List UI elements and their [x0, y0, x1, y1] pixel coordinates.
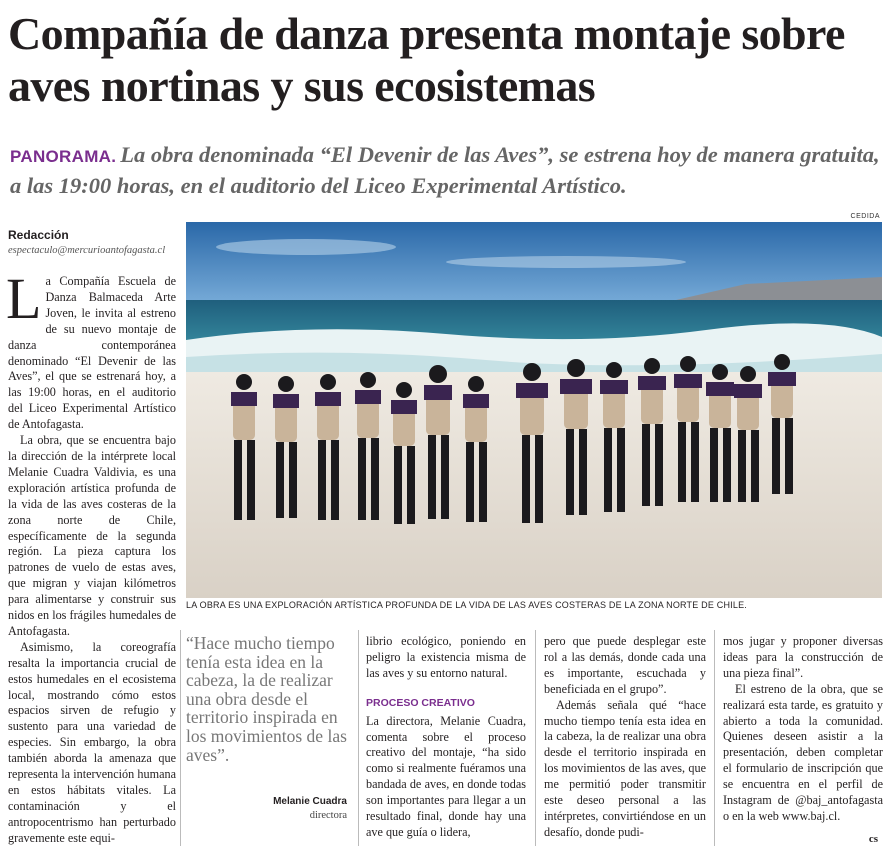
paragraph: La obra, que se encuentra bajo la dirección de la intérprete local Melanie Cuadra Valdivia, es una exploración artística profunda de la vida de las aves costeras de la zona norte de Chile, específicamente de la segunda región. La pieza captura los patrones de vuelo de estas aves, que migran y viajan kilómetros para alimentarse y construir sus nidos en los frágiles humedales de Antofagasta. [8, 433, 176, 638]
paragraph: La directora, Melanie Cuadra, comenta sobre el proceso creativo del montaje, “ha sido como si realmente fuéramos una bandada de aves, en donde todas son importantes para llegar a un resultado final, donde hay una ave que guía o lidera, [366, 713, 526, 839]
column-divider [180, 630, 181, 846]
paragraph: El estreno de la obra, que se realizará esta tarde, es gratuito y abierto a toda la comunidad. Quienes deseen asistir a la presentación, deben completar el formulario de inscripción que se encuentra en el perfil de Instagram de @baj_antofagasta o en la web www.baj.cl. [723, 681, 883, 823]
paragraph: Asimismo, la coreografía resalta la importancia crucial de estos humedales en el ecosistema local, mostrando cómo estos espacios sirven de refugio y sustento para una variedad de especies. Sin embargo, la obra también aborda la amenaza que representa la intervención humana en estos hábitats vitales. La contaminación y el antropocentrismo han perturbado gravemente este equi- [8, 639, 176, 845]
headline: Compañía de danza presenta montaje sobre aves nortinas y sus ecosistemas [8, 8, 845, 111]
paragraph: Además señala qué “hace mucho tiempo tenía esta idea en la cabeza, la de realizar una obra desde el territorio inspirada en los movimientos de las aves, que me permitió poder transmitir este deseo personal a las intérpretes, convirtiéndose en un desafío, donde pudi- [544, 697, 706, 839]
article-photo [186, 222, 882, 598]
author-email[interactable]: espectaculo@mercurioantofagasta.cl [8, 245, 166, 256]
paragraph: librio ecológico, poniendo en peligro la existencia misma de las aves y su entorno natural. [366, 634, 526, 680]
photo-credit: CEDIDA [850, 213, 880, 220]
paragraph: pero que puede desplegar este rol a las demás, donde cada una es importante, escuchada y beneficiada en el grupo”. [544, 634, 706, 696]
photo-caption: LA OBRA ES UNA EXPLORACIÓN ARTÍSTICA PROFUNDA DE LA VIDA DE LAS AVES COSTERAS DE LA ZONA NORTE DE CHILE. [186, 600, 747, 610]
column-divider [358, 630, 359, 846]
article-column-5 [723, 634, 883, 825]
article-column-4 [544, 634, 706, 841]
byline: Redacción [8, 228, 69, 242]
deck-text: La obra denominada “El Devenir de las Aves”, se estrena hoy de manera gratuita, a las 19:00 horas, en el auditorio del Liceo Experimental Artístico. [10, 142, 880, 198]
paragraph: mos jugar y proponer diversas ideas para la construcción de una pieza final”. [723, 634, 883, 680]
article-column-1 [6, 266, 176, 847]
article-column-3 [366, 634, 526, 841]
section-kicker: PANORAMA. [10, 147, 117, 166]
deck [10, 140, 882, 200]
paragraph: a Compañía Escuela de Danza Balmaceda Arte Joven, le invita al estreno de su nuevo montaje de danza contemporánea denominado “El Devenir de las Aves”, el que se estrenará hoy, a las 19:00 horas, en el auditorio del Liceo Experimental Artístico de Antofagasta. [8, 274, 176, 432]
column-divider [535, 630, 536, 846]
quote-author: Melanie Cuadra [273, 796, 347, 807]
subhead: PROCESO CREATIVO [366, 696, 475, 709]
quote-role: directora [309, 810, 347, 821]
column-divider [714, 630, 715, 846]
dancers-on-beach-image [186, 222, 882, 598]
end-mark: cs [868, 833, 878, 845]
dropcap: L [6, 266, 42, 331]
pull-quote: “Hace mucho tiempo tenía esta idea en la cabeza, la de realizar una obra desde el territorio inspirada en los movimientos de las aves”. [186, 633, 347, 765]
